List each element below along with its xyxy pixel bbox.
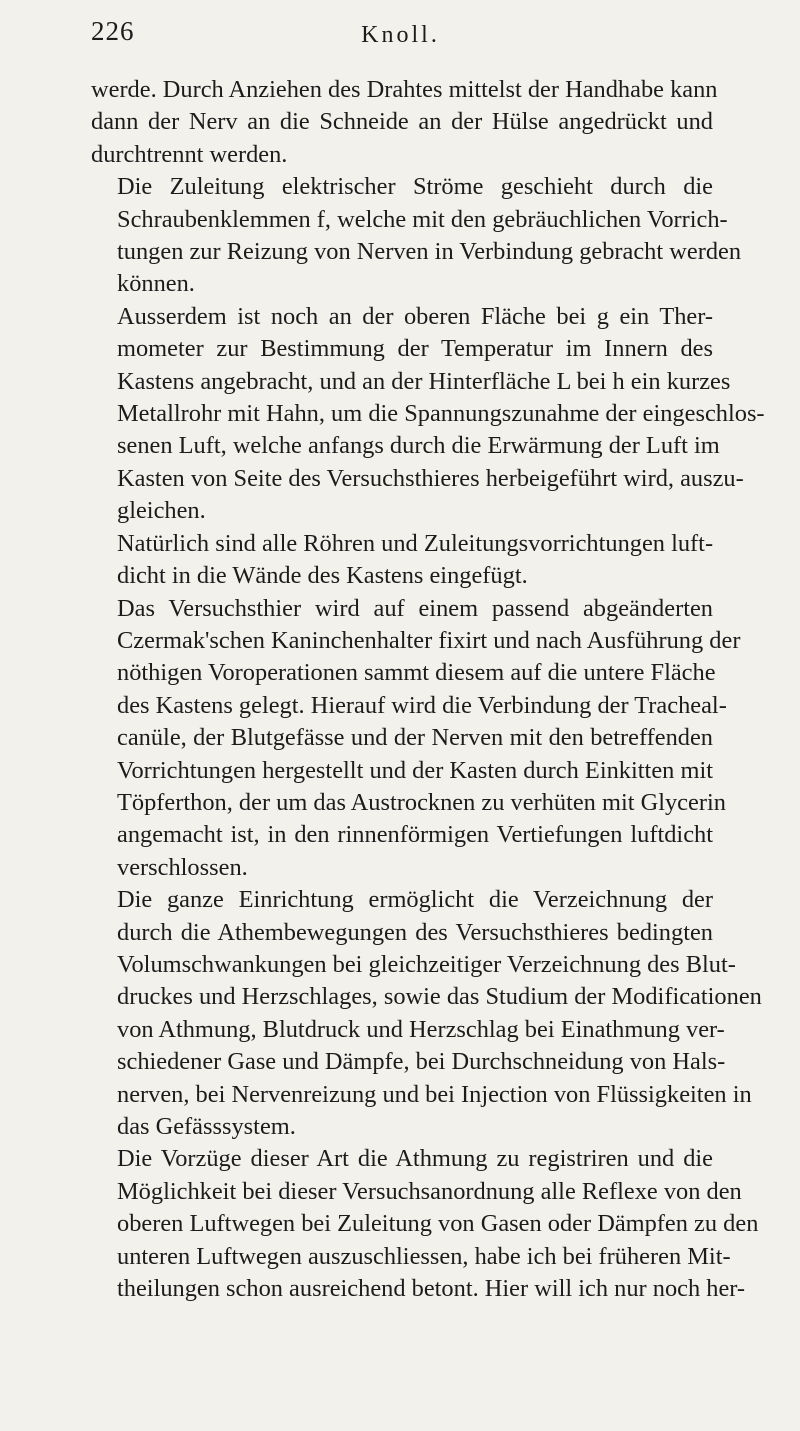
paragraph xyxy=(91,884,762,1143)
text-line: tungen zur Reizung von Nerven in Verbindung gebracht werden xyxy=(117,238,742,266)
text-line: Die Vorzüge dieser Art die Athmung zu registriren und die xyxy=(117,1145,713,1173)
text-line: Die ganze Einrichtung ermöglicht die Verzeichnung der xyxy=(117,886,713,914)
text-line: schiedener Gase und Dämpfe, bei Durchschneidung von Hals- xyxy=(117,1048,726,1076)
text-line: von Athmung, Blutdruck und Herzschlag bei Einathmung ver- xyxy=(117,1015,725,1043)
paragraph xyxy=(91,301,765,528)
text-line: angemacht ist, in den rinnenförmigen Vertiefungen luftdicht xyxy=(117,821,713,849)
text-line: Volumschwankungen bei gleichzeitiger Verzeichnung des Blut- xyxy=(117,950,736,978)
text-line: verschlossen. xyxy=(117,853,248,881)
text-line: nerven, bei Nervenreizung und bei Injection von Flüssigkeiten in xyxy=(117,1080,752,1108)
text-line: durch die Athembewegungen des Versuchsthieres bedingten xyxy=(117,918,713,946)
text-line: Natürlich sind alle Röhren und Zuleitungsvorrichtungen luft- xyxy=(117,529,714,557)
paragraph xyxy=(91,171,742,301)
text-line: druckes und Herzschlages, sowie das Studium der Modificationen xyxy=(117,983,762,1011)
page-number: 226 xyxy=(91,16,135,46)
text-line: Schraubenklemmen f, welche mit den gebräuchlichen Vorrich- xyxy=(117,205,728,233)
text-line: Kastens angebracht, und an der Hinterfläche L bei h ein kurzes xyxy=(117,367,731,395)
text-line: können. xyxy=(117,270,195,298)
text-line: Möglichkeit bei dieser Versuchsanordnung alle Reflexe von den xyxy=(117,1177,742,1205)
paragraph xyxy=(91,1143,759,1305)
text-line: dicht in die Wände des Kastens eingefügt. xyxy=(117,562,528,590)
text-line: mometer zur Bestimmung der Temperatur im Innern des xyxy=(117,335,713,363)
text-line: Kasten von Seite des Versuchsthieres herbeigeführt wird, auszu- xyxy=(117,464,744,492)
text-line: werde. Durch Anziehen des Drahtes mittelst der Handhabe kann xyxy=(91,76,718,103)
text-line: oberen Luftwegen bei Zuleitung von Gasen oder Dämpfen zu den xyxy=(117,1210,759,1238)
text-line: Töpferthon, der um das Austrocknen zu verhüten mit Glycerin xyxy=(117,788,726,816)
text-line: dann der Nerv an die Schneide an der Hülse angedrückt und xyxy=(91,108,713,136)
paragraph xyxy=(91,74,718,171)
text-line: theilungen schon ausreichend betont. Hier will ich nur noch her- xyxy=(117,1275,746,1303)
text-line: gleichen. xyxy=(117,497,206,525)
text-line: Ausserdem ist noch an der oberen Fläche bei g ein Ther- xyxy=(117,302,713,330)
page-header xyxy=(91,10,710,50)
paragraph xyxy=(91,593,741,885)
text-line: das Gefässsystem. xyxy=(117,1113,296,1140)
text-line: Vorrichtungen hergestellt und der Kasten durch Einkitten mit xyxy=(117,756,713,784)
paragraph xyxy=(91,528,713,593)
text-line: Das Versuchsthier wird auf einem passend abgeänderten xyxy=(117,594,713,622)
text-line: nöthigen Voroperationen sammt diesem auf die untere Fläche xyxy=(117,659,716,687)
running-head: Knoll. xyxy=(361,22,440,48)
text-line: Metallrohr mit Hahn, um die Spannungszunahme der eingeschlos- xyxy=(117,400,765,428)
text-line: canüle, der Blutgefässe und der Nerven mit den betreffenden xyxy=(117,724,713,752)
text-line: Czermak'schen Kaninchenhalter fixirt und nach Ausführung der xyxy=(117,626,741,654)
body-text xyxy=(91,74,765,1305)
text-line: unteren Luftwegen auszuschliessen, habe ich bei früheren Mit- xyxy=(117,1242,731,1270)
text-line: durchtrennt werden. xyxy=(91,140,288,168)
text-line: des Kastens gelegt. Hierauf wird die Verbindung der Tracheal- xyxy=(117,691,727,719)
text-line: Die Zuleitung elektrischer Ströme geschieht durch die xyxy=(117,173,713,201)
text-line: senen Luft, welche anfangs durch die Erwärmung der Luft im xyxy=(117,432,720,460)
